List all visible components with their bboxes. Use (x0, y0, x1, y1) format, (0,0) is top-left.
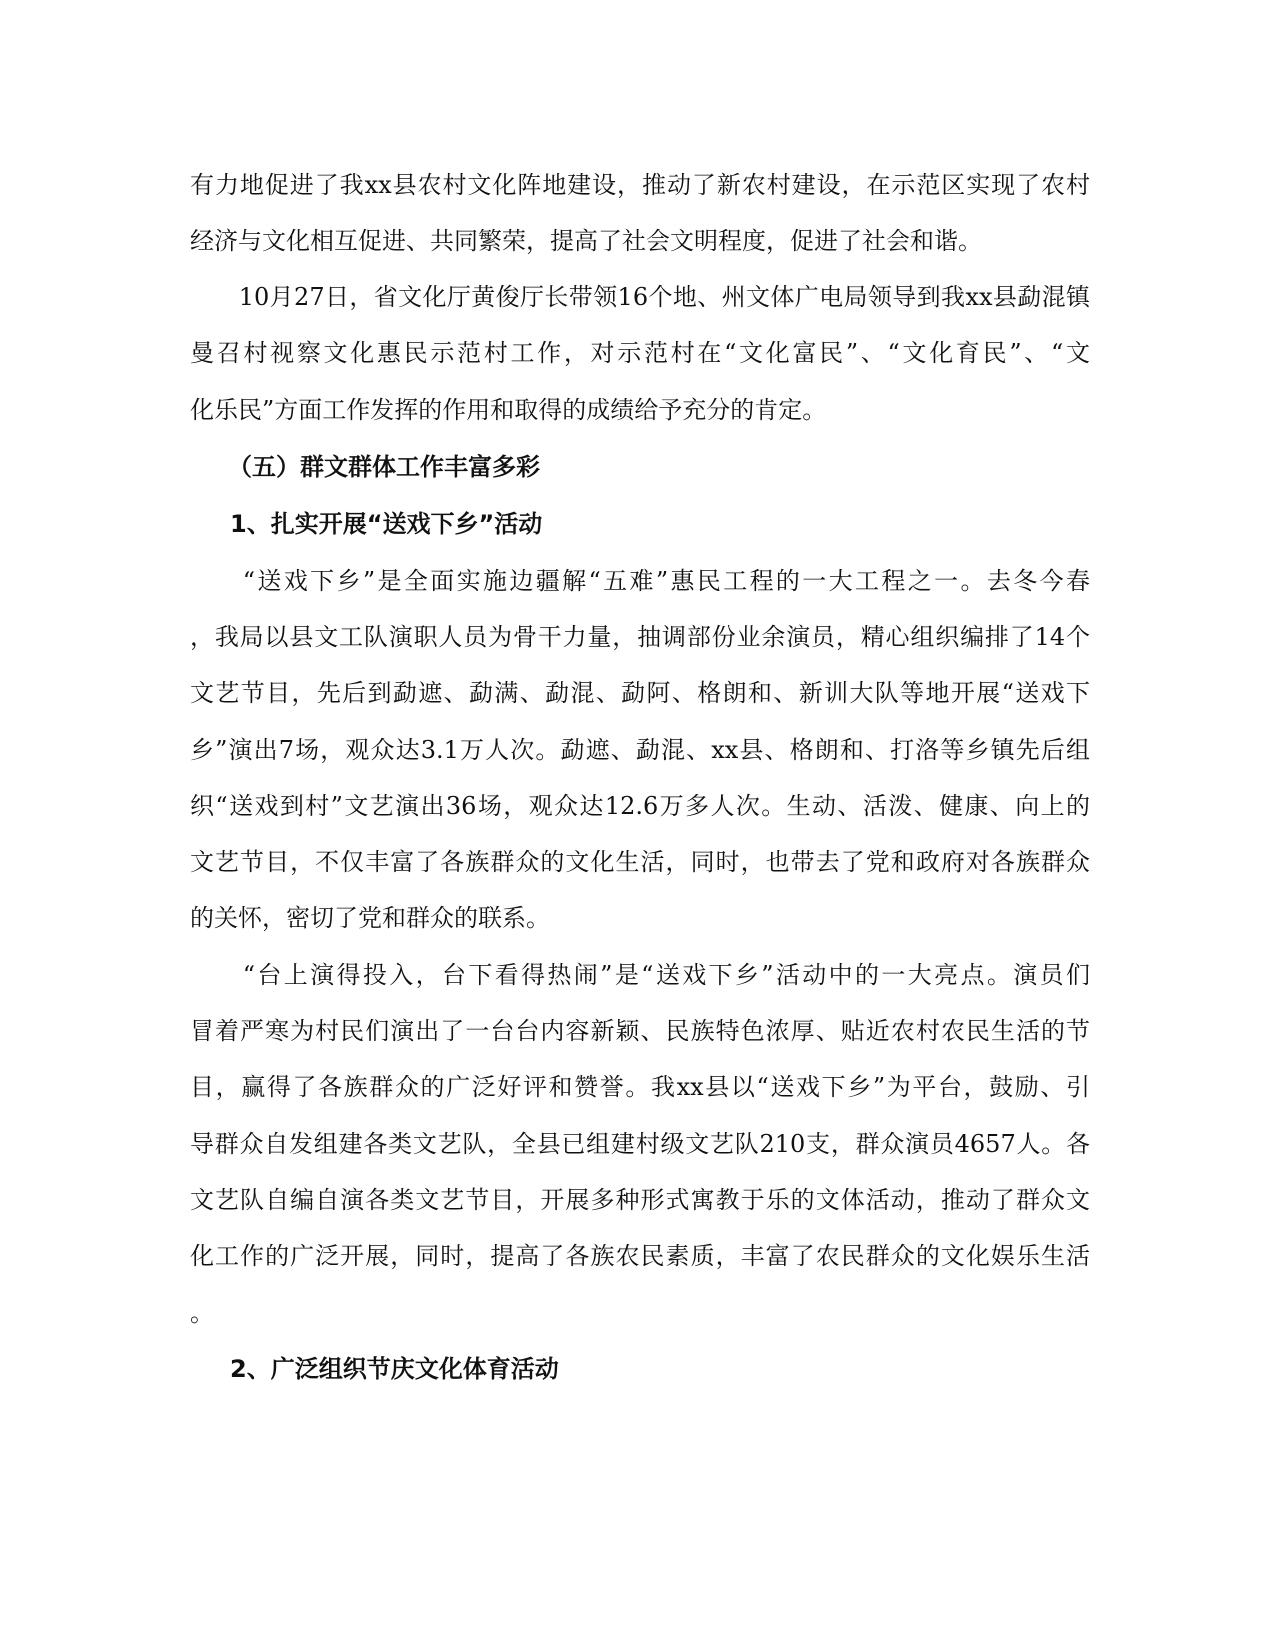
body-text-line: 导群众自发组建各类文艺队，全县已组建村级文艺队210支，群众演员4657人。各 (190, 1130, 1090, 1158)
body-text-line: 。 (190, 1299, 214, 1327)
subsection-heading: 1、扎实开展“送戏下乡”活动 (230, 510, 543, 538)
section-heading: （五）群文群体工作丰富多彩 (228, 453, 540, 481)
body-text-line: 10月27日，省文化厅黄俊厅长带领16个地、州文体广电局领导到我xx县勐混镇 (190, 283, 1090, 311)
subsection-heading: 2、广泛组织节庆文化体育活动 (230, 1355, 559, 1383)
body-text-line: ，我局以县文工队演职人员为骨干力量，抽调部份业余演员，精心组织编排了14个 (190, 623, 1090, 651)
body-text-line: 乡”演出7场，观众达3.1万人次。勐遮、勐混、xx县、格朗和、打洛等乡镇先后组 (190, 736, 1090, 764)
body-text-line: 化工作的广泛开展，同时，提高了各族农民素质，丰富了农民群众的文化娱乐生活 (190, 1242, 1090, 1270)
body-text-line: 目，赢得了各族群众的广泛好评和赞誉。我xx县以“送戏下乡”为平台，鼓励、引 (190, 1073, 1090, 1101)
body-text-line: 经济与文化相互促进、共同繁荣，提高了社会文明程度，促进了社会和谐。 (190, 227, 982, 255)
body-text-line: “送戏下乡”是全面实施边疆解“五难”惠民工程的一大工程之一。去冬今春 (190, 567, 1090, 595)
body-text-line: 文艺节目，先后到勐遮、勐满、勐混、勐阿、格朗和、新训大队等地开展“送戏下 (190, 679, 1090, 707)
body-text-line: 文艺节目，不仅丰富了各族群众的文化生活，同时，也带去了党和政府对各族群众 (190, 848, 1090, 876)
body-text-line: 织“送戏到村”文艺演出36场，观众达12.6万多人次。生动、活泼、健康、向上的 (190, 792, 1090, 820)
body-text-line: 冒着严寒为村民们演出了一台台内容新颖、民族特色浓厚、贴近农村农民生活的节 (190, 1017, 1090, 1045)
body-text-line: “台上演得投入，台下看得热闹”是“送戏下乡”活动中的一大亮点。演员们 (190, 961, 1090, 989)
body-text-line: 的关怀，密切了党和群众的联系。 (190, 904, 550, 932)
body-text-line: 文艺队自编自演各类文艺节目，开展多种形式寓教于乐的文体活动，推动了群众文 (190, 1186, 1090, 1214)
body-text-line: 曼召村视察文化惠民示范村工作，对示范村在“文化富民”、“文化育民”、“文 (190, 339, 1090, 367)
body-text-line: 有力地促进了我xx县农村文化阵地建设，推动了新农村建设，在示范区实现了农村 (190, 171, 1090, 199)
body-text-line: 化乐民”方面工作发挥的作用和取得的成绩给予充分的肯定。 (190, 396, 827, 424)
